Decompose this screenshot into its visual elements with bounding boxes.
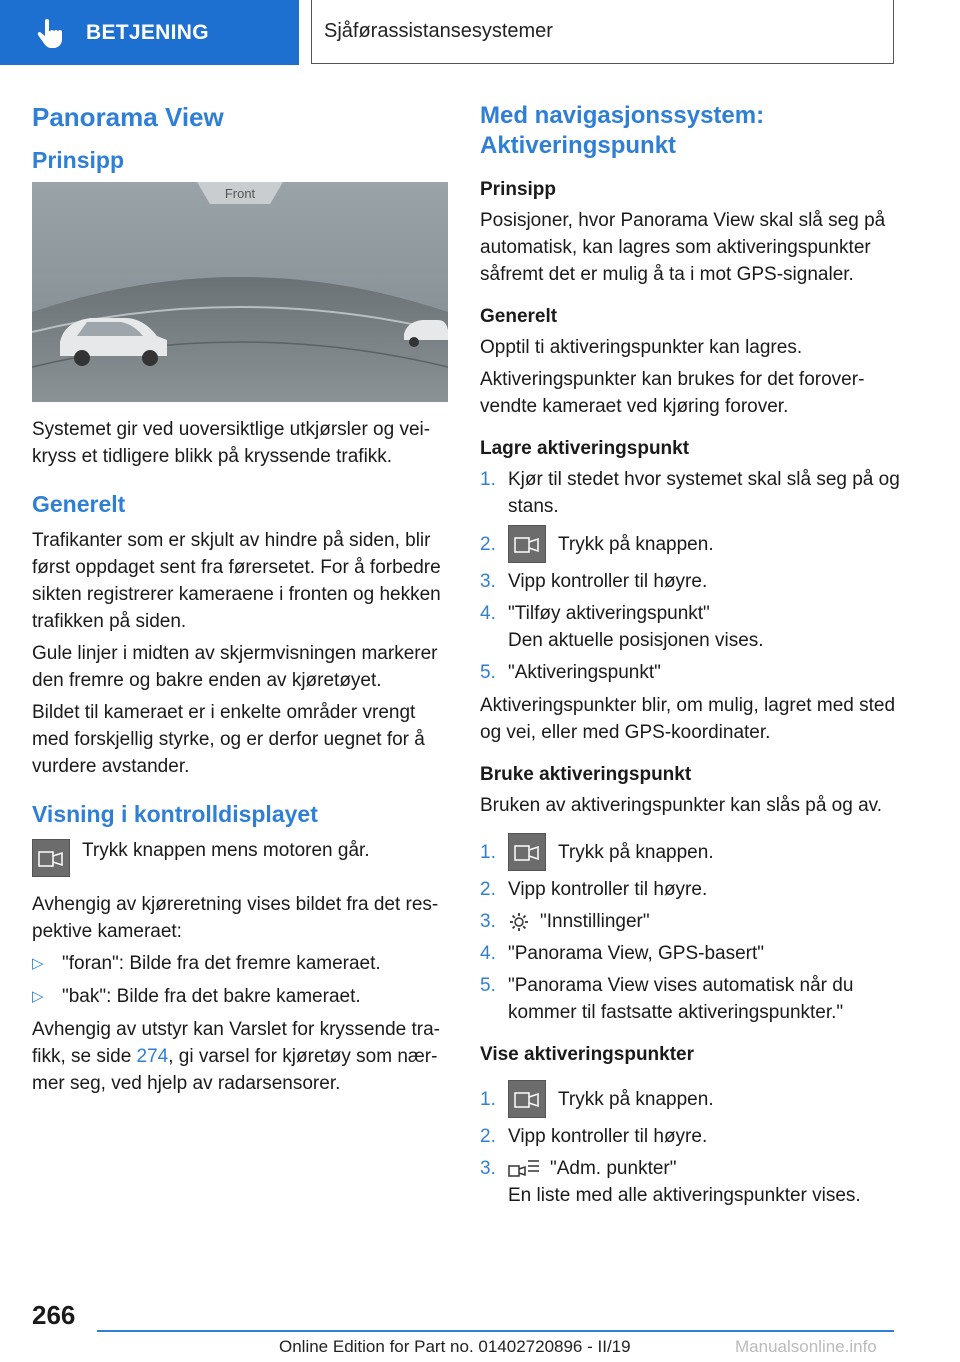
triangle-bullet-icon: ▷ bbox=[32, 954, 44, 972]
list-item: 1. Trykk på knappen. bbox=[480, 1080, 900, 1118]
step-subtext: Den aktuelle posisjonen vises. bbox=[508, 630, 764, 651]
list-item: 2. Trykk på knappen. bbox=[480, 525, 900, 563]
edition-text: Online Edition for Part no. 01402720896 - II/19 bbox=[279, 1337, 631, 1356]
list-camera-icon bbox=[508, 1158, 540, 1180]
show-heading: Vise aktiveringspunkter bbox=[480, 1044, 695, 1065]
use-text: Bruken av aktiveringspunkter kan slås på og av. bbox=[480, 795, 883, 816]
list-item: 2. Vipp kontroller til høyre. bbox=[480, 879, 708, 900]
nav-title: Med navigasjonssystem: Aktiveringspunkt bbox=[480, 102, 765, 159]
list-item: 4. "Panorama View, GPS-basert" bbox=[480, 943, 765, 964]
list-item: ▷ "foran": Bilde fra det fremre kameraet. bbox=[32, 950, 450, 977]
camera-bullet-list bbox=[32, 950, 450, 1010]
list-item: 5. "Aktiveringspunkt" bbox=[480, 662, 661, 683]
list-item: 3. "Innstillinger" bbox=[480, 911, 650, 932]
list-item: 4. "Tilføy aktiveringspunkt" Den aktuelle posisjonen vises. bbox=[480, 603, 764, 651]
save-steps bbox=[480, 466, 900, 686]
nav-general-heading: Generelt bbox=[480, 306, 558, 327]
chapter-header bbox=[311, 0, 894, 64]
camera-button-icon bbox=[508, 525, 546, 563]
gear-icon bbox=[508, 911, 530, 933]
camera-button-icon bbox=[32, 839, 70, 877]
section-tab bbox=[0, 0, 299, 65]
nav-principle-heading: Prinsipp bbox=[480, 179, 557, 200]
list-item: 1. Trykk på knappen. bbox=[480, 833, 900, 871]
general-text-3: Bildet til kameraet er i enkelte områder vrengt med forskjellig styrke, og er derfor uegnet for å vurdere avstander. bbox=[32, 702, 425, 777]
general-text-1: Trafikanter som er skjult av hindre på siden, blir først oppdaget sent fra førersetet. For å forbedre sikten registrerer kameraene i fronten og hekken trafikken på siden. bbox=[32, 530, 441, 632]
step-subtext: En liste med alle aktiveringspunkter vises. bbox=[508, 1185, 861, 1206]
general-heading: Generelt bbox=[32, 491, 126, 518]
page-title: Panorama View bbox=[32, 102, 224, 132]
camera-button-icon bbox=[508, 833, 546, 871]
list-item: 3. "Adm. punkter" En liste med alle aktiveringspunkter vises. bbox=[480, 1158, 861, 1206]
hand-pointer-icon bbox=[34, 16, 68, 50]
section-title: BETJENING bbox=[86, 20, 209, 44]
principle-heading: Prinsipp bbox=[32, 146, 125, 173]
left-column bbox=[32, 95, 450, 1102]
nav-general-text-2: Aktiveringspunkter kan brukes for det forover-vendte kameraet ved kjøring forover. bbox=[480, 369, 865, 417]
save-heading: Lagre aktiveringspunkt bbox=[480, 438, 690, 459]
right-column bbox=[480, 95, 900, 1215]
chapter-title: Sjåførassistansesystemer bbox=[324, 20, 553, 42]
use-steps bbox=[480, 833, 900, 1026]
list-item: 3. Vipp kontroller til høyre. bbox=[480, 571, 708, 592]
display-instruction bbox=[32, 837, 450, 877]
use-heading: Bruke aktiveringspunkt bbox=[480, 764, 692, 785]
list-item: ▷ "bak": Bilde fra det bakre kameraet. bbox=[32, 983, 450, 1010]
display-heading: Visning i kontrolldisplayet bbox=[32, 801, 318, 827]
triangle-bullet-icon: ▷ bbox=[32, 987, 44, 1005]
display-text: Trykk knappen mens motoren går. bbox=[82, 839, 370, 861]
principle-text: Systemet gir ved uoversiktlige utkjørsler og vei-kryss et tidligere blikk på kryssende trafikk. bbox=[32, 419, 431, 468]
nav-general-text-1: Opptil ti aktiveringspunkter kan lagres. bbox=[480, 337, 803, 358]
save-result-text: Aktiveringspunkter blir, om mulig, lagret med sted og vei, eller med GPS-koordinater. bbox=[480, 695, 896, 743]
nav-principle-text: Posisjoner, hvor Panorama View skal slå seg på automatisk, kan lagres som aktiveringspunkter såfremt det er mulig å ta i mot GPS-signaler. bbox=[480, 210, 886, 285]
camera-front-label: Front bbox=[224, 186, 256, 202]
equipment-text: Avhengig av utstyr kan Varslet for kryssende tra-fikk, se side 274, gi varsel for kjøretøy som nær-mer seg, ved hjelp av radarsensorer. bbox=[32, 1018, 440, 1094]
list-item: 1. Kjør til stedet hvor systemet skal slå seg på og stans. bbox=[480, 469, 900, 517]
page-link[interactable]: 274 bbox=[136, 1045, 169, 1067]
list-item: 5. "Panorama View vises automatisk når du kommer til fastsatte aktiveringspunkter." bbox=[480, 975, 854, 1023]
direction-text: Avhengig av kjøreretning vises bildet fra det res-pektive kameraet: bbox=[32, 893, 439, 942]
show-steps bbox=[480, 1080, 900, 1209]
camera-view-image bbox=[32, 182, 448, 402]
footer-divider bbox=[97, 1330, 894, 1332]
general-text-2: Gule linjer i midten av skjermvisningen markerer den fremre og bakre enden av kjøretøyet. bbox=[32, 643, 438, 691]
list-item: 2. Vipp kontroller til høyre. bbox=[480, 1126, 708, 1147]
watermark: Manualsonline.info bbox=[735, 1337, 877, 1356]
camera-button-icon bbox=[508, 1080, 546, 1118]
page-number: 266 bbox=[32, 1300, 76, 1330]
